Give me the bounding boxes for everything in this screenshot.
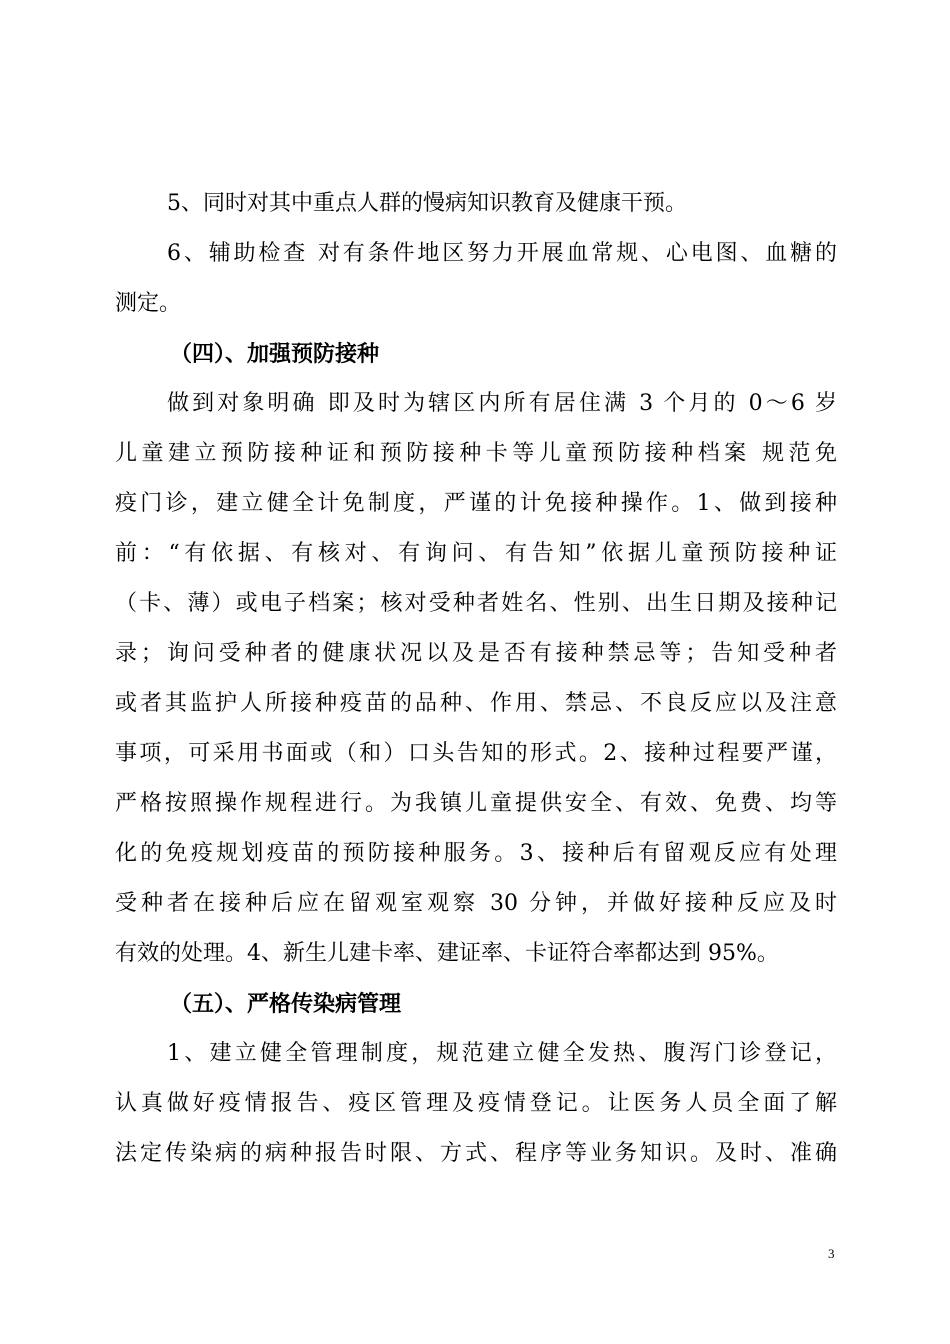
paragraph-line: （卡、薄）或电子档案；核对受种者姓名、性别、出生日期及接种记 (115, 591, 837, 616)
paragraph-line: 严格按照操作规程进行。为我镇儿童提供安全、有效、免费、均等 (115, 791, 837, 816)
paragraph-line: 受种者在接种后应在留观室观察 30 分钟，并做好接种反应及时 (115, 891, 837, 916)
paragraph-line: 儿童建立预防接种证和预防接种卡等儿童预防接种档案 规范免 (115, 441, 837, 466)
paragraph-line: 录；询问受种者的健康状况以及是否有接种禁忌等；告知受种者 (115, 641, 837, 666)
paragraph-line: 6、辅助检查 对有条件地区努力开展血常规、心电图、血糖的 (167, 241, 837, 266)
paragraph-line: 做到对象明确 即及时为辖区内所有居住满 3 个月的 0～6 岁 (167, 391, 837, 416)
section-heading: （四）、加强预防接种 (170, 341, 380, 367)
paragraph-line: 认真做好疫情报告、疫区管理及疫情登记。让医务人员全面了解 (115, 1091, 837, 1116)
paragraph-line: 5、同时对其中重点人群的慢病知识教育及健康干预。 (167, 191, 687, 216)
paragraph-line: 前：“有依据、有核对、有询问、有告知”依据儿童预防接种证 (115, 541, 837, 566)
paragraph-line: 1、建立健全管理制度，规范建立健全发热、腹泻门诊登记， (167, 1041, 837, 1066)
paragraph-line: 有效的处理。4、新生儿建卡率、建证率、卡证符合率都达到 95%。 (115, 941, 779, 966)
page-number: 3 (828, 1246, 835, 1261)
paragraph-line: 测定。 (115, 291, 182, 316)
section-heading: （五）、严格传染病管理 (170, 991, 402, 1017)
paragraph-line: 法定传染病的病种报告时限、方式、程序等业务知识。及时、准确 (115, 1141, 837, 1166)
paragraph-line: 或者其监护人所接种疫苗的品种、作用、禁忌、不良反应以及注意 (115, 691, 837, 716)
paragraph-line: 化的免疫规划疫苗的预防接种服务。3、接种后有留观反应有处理 (115, 841, 837, 866)
paragraph-line: 事项，可采用书面或（和）口头告知的形式。2、接种过程要严谨， (115, 741, 837, 766)
paragraph-line: 疫门诊，建立健全计免制度，严谨的计免接种操作。1、做到接种 (115, 491, 837, 516)
